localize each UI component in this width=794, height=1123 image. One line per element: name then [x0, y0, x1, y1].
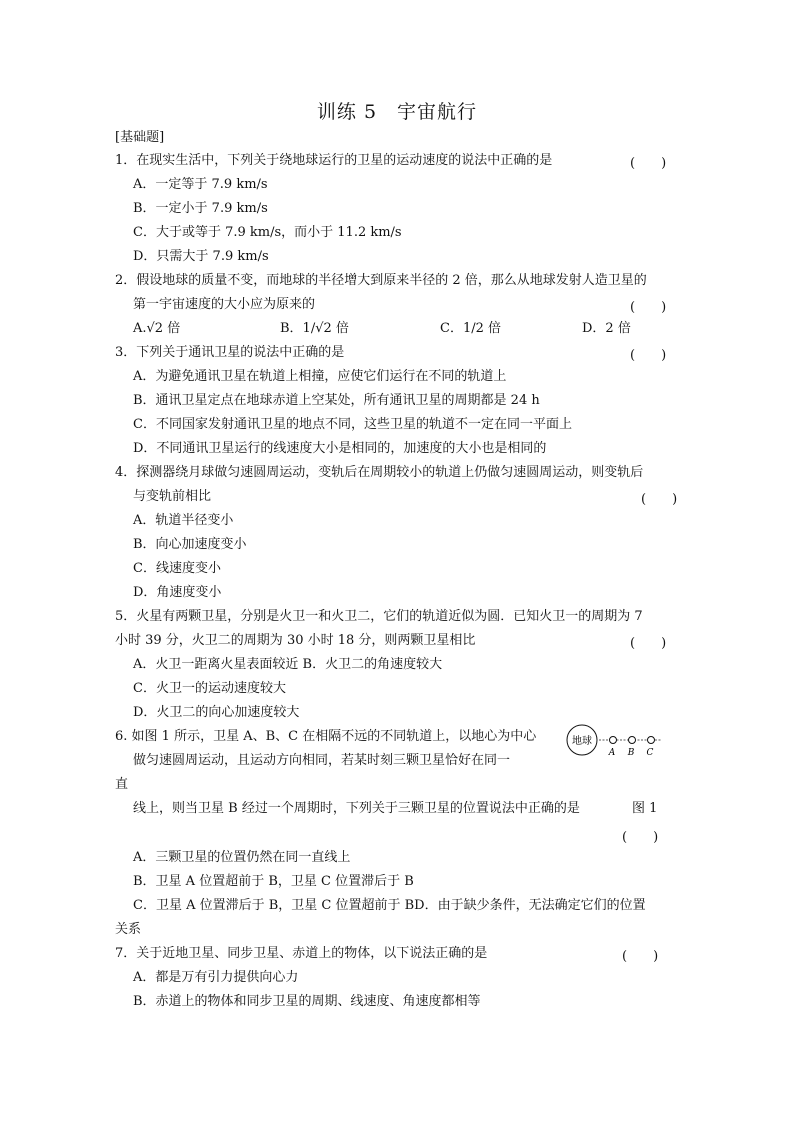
question-1-option-a: A．一定等于 7.9 km/s	[133, 177, 268, 192]
question-7-stem: 7．关于近地卫星、同步卫星、赤道上的物体，以下说法正确的是	[115, 946, 488, 961]
satellite-a-label: A	[608, 748, 616, 758]
question-7-option-b: B．赤道上的物体和同步卫星的周期、线速度、角速度都相等	[133, 994, 481, 1009]
question-2-stem-line-2: 第一宇宙速度的大小应为原来的	[133, 297, 316, 312]
page-title: 训练 5 宇宙航行	[316, 101, 478, 123]
question-6-option-a: A．三颗卫星的位置仍然在同一直线上	[133, 850, 351, 865]
satellite-c-label: C	[646, 748, 654, 758]
question-4-stem-line-1: 4．探测器绕月球做匀速圆周运动，变轨后在周期较小的轨道上仍做匀速圆周运动，则变轨后	[115, 465, 644, 480]
question-5-option-d: D．火卫二的向心加速度较大	[133, 705, 300, 720]
earth-label: 地球	[572, 736, 592, 747]
question-3-option-d: D．不同通讯卫星运行的线速度大小是相同的，加速度的大小也是相同的	[133, 441, 547, 456]
question-2-stem-line-1: 2．假设地球的质量不变，而地球的半径增大到原来半径的 2 倍，那么从地球发射人造卫星的	[115, 273, 647, 288]
question-1-option-c: C．大于或等于 7.9 km/s，而小于 11.2 km/s	[133, 225, 402, 240]
question-4-option-d: D．角速度变小	[133, 585, 222, 600]
question-1-option-d: D．只需大于 7.9 km/s	[133, 249, 269, 264]
question-6-stem-line-3: 直	[115, 777, 129, 792]
question-5-stem-line-1: 5．火星有两颗卫星，分别是火卫一和火卫二，它们的轨道近似为圆．已知火卫一的周期为 7	[115, 609, 643, 624]
question-4-option-a: A．轨道半径变小	[133, 513, 234, 528]
question-4-answer-blank: ( )	[641, 492, 678, 507]
question-3-answer-blank: ( )	[630, 348, 667, 363]
question-3-option-c: C．不同国家发射通讯卫星的地点不同，这些卫星的轨道不一定在同一平面上	[133, 417, 572, 432]
question-3-stem: 3．下列关于通讯卫星的说法中正确的是	[115, 345, 345, 360]
question-2-answer-blank: ( )	[630, 300, 667, 315]
question-3-option-a: A．为避免通讯卫星在轨道上相撞，应使它们运行在不同的轨道上	[133, 369, 507, 384]
question-4-stem-line-2: 与变轨前相比	[133, 489, 212, 504]
question-1-option-b: B．一定小于 7.9 km/s	[133, 201, 268, 216]
satellite-orbit-figure	[566, 724, 666, 764]
satellite-b	[629, 737, 636, 744]
question-7-answer-blank: ( )	[622, 949, 659, 964]
question-7-option-a: A．都是万有引力提供向心力	[133, 970, 299, 985]
section-label: [基础题]	[115, 130, 165, 145]
question-2-option-b: B．1/√2 倍	[280, 321, 349, 336]
question-6-stem-line-4: 线上，则当卫星 B 经过一个周期时，下列关于三颗卫星的位置说法中正确的是	[133, 801, 580, 816]
question-6-option-b: B．卫星 A 位置超前于 B，卫星 C 位置滞后于 B	[133, 874, 414, 889]
question-5-option-ab: A．火卫一距离火星表面较近 B．火卫二的角速度较大	[133, 657, 443, 672]
question-6-stem-line-1: 6. 如图 1 所示，卫星 A、B、C 在相隔不远的不同轨道上，以地心为中心	[115, 729, 537, 744]
question-6-stem-line-2: 做匀速圆周运动，且运动方向相同，若某时刻三颗卫星恰好在同一	[133, 753, 511, 768]
question-2-option-c: C．1/2 倍	[440, 321, 502, 336]
question-5-stem-line-2: 小时 39 分，火卫二的周期为 30 小时 18 分，则两颗卫星相比	[115, 633, 476, 648]
question-1-answer-blank: ( )	[630, 156, 667, 171]
satellite-b-label: B	[627, 748, 635, 758]
question-2-option-a: A.√2 倍	[133, 321, 181, 336]
question-4-option-b: B．向心加速度变小	[133, 537, 247, 552]
question-2-option-d: D．2 倍	[582, 321, 631, 336]
question-6-option-c: C．卫星 A 位置滞后于 B，卫星 C 位置超前于 BD．由于缺少条件，无法确定它们的位置	[133, 898, 646, 913]
question-1-stem: 1．在现实生活中，下列关于绕地球运行的卫星的运动速度的说法中正确的是	[115, 153, 553, 168]
question-3-option-b: B．通讯卫星定点在地球赤道上空某处，所有通讯卫星的周期都是 24 h	[133, 393, 540, 408]
question-5-option-c: C．火卫一的运动速度较大	[133, 681, 286, 696]
question-4-option-c: C．线速度变小	[133, 561, 221, 576]
question-6-answer-blank: ( )	[622, 830, 659, 845]
question-6-tail: 关系	[115, 922, 142, 937]
satellite-a	[610, 737, 617, 744]
question-5-answer-blank: ( )	[630, 636, 667, 651]
figure-caption: 图 1	[632, 801, 658, 816]
satellite-c	[648, 737, 655, 744]
